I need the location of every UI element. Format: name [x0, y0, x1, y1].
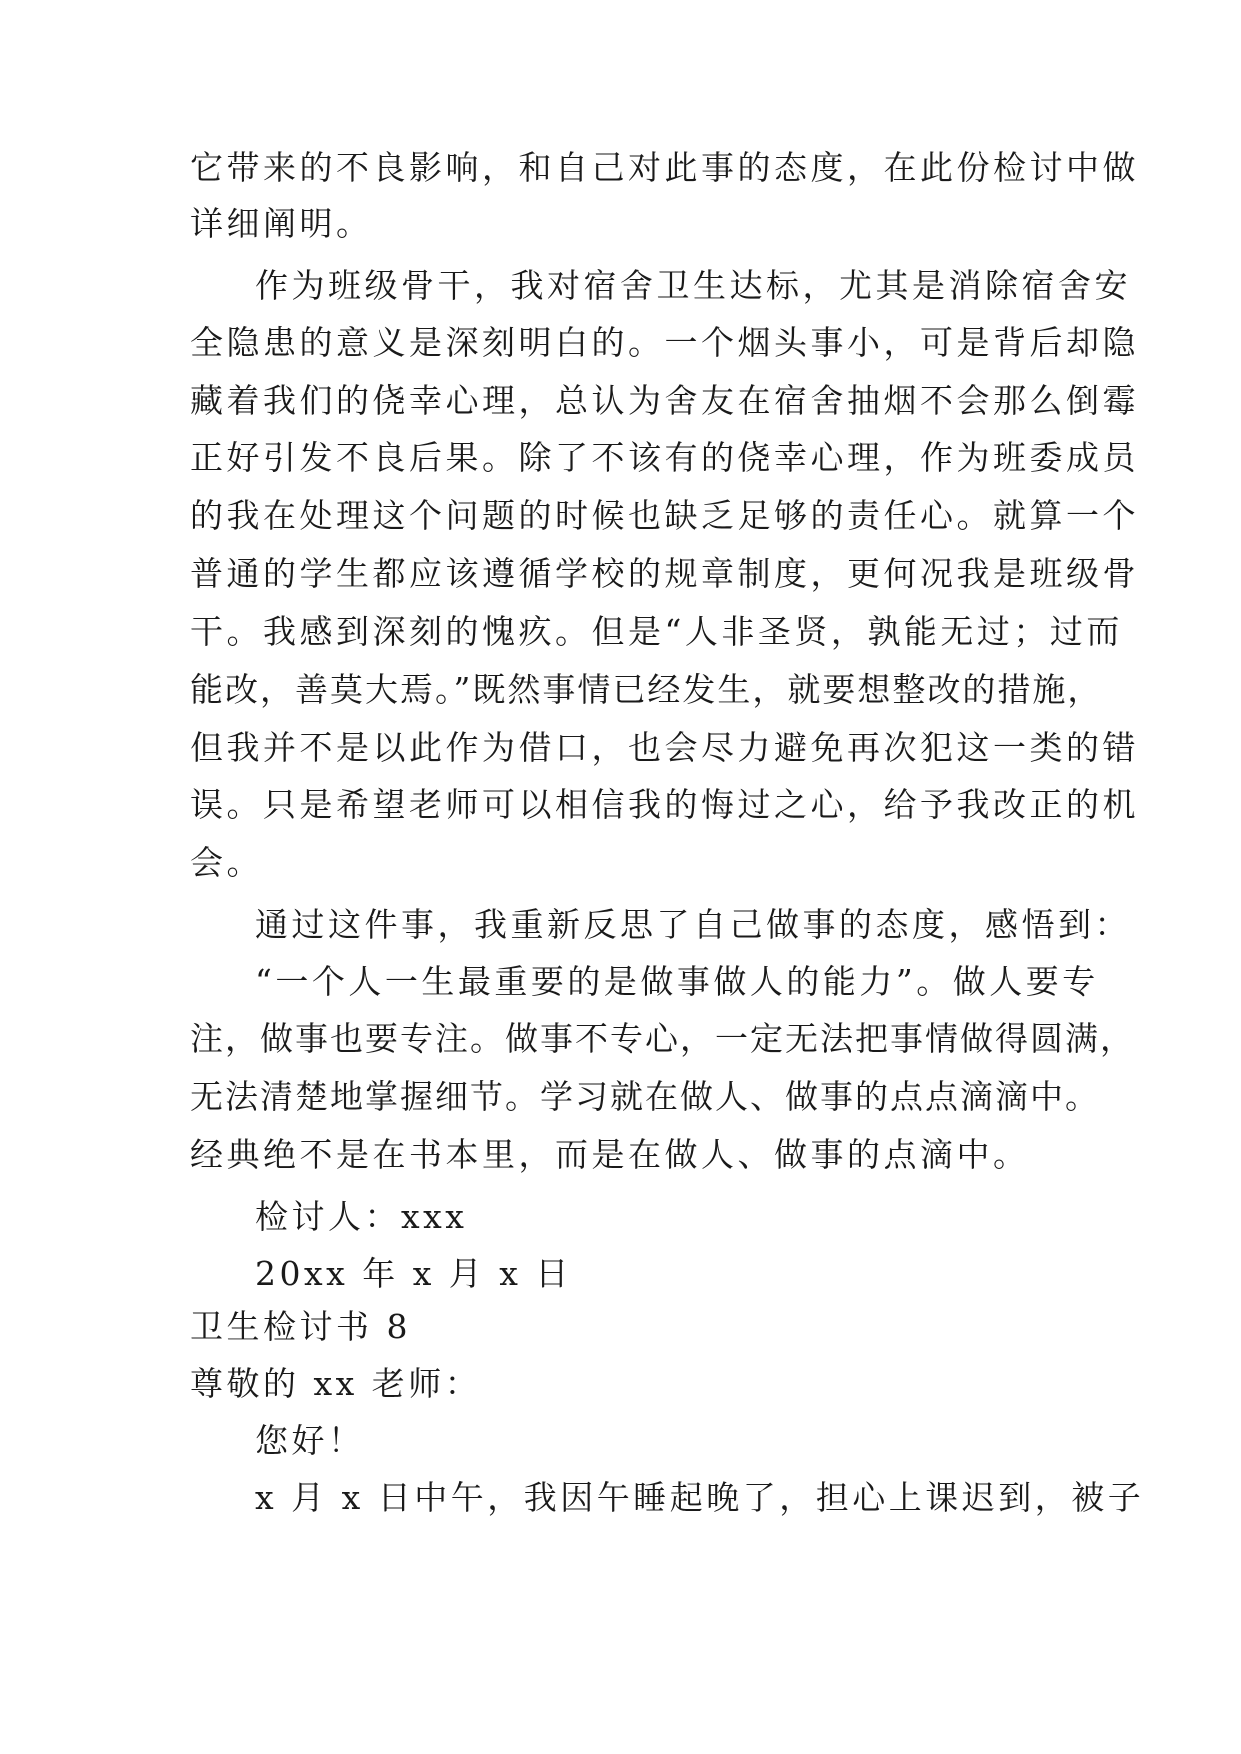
text-line: 能改，善莫大焉。”既然事情已经发生，就要想整改的措施， — [190, 670, 1103, 709]
text-line: 误。只是希望老师可以相信我的悔过之心，给予我改正的机 — [190, 785, 1139, 824]
paragraph-start-line: 作为班级骨干，我对宿舍卫生达标，尤其是消除宿舍安 — [255, 266, 1131, 305]
text-line: 注，做事也要专注。做事不专心，一定无法把事情做得圆满， — [190, 1019, 1135, 1058]
quote-line: “一个人一生最重要的是做事做人的能力”。做人要专 — [255, 962, 1099, 1001]
text-line: 正好引发不良后果。除了不该有的侥幸心理，作为班委成员 — [190, 438, 1139, 477]
text-line: 但我并不是以此作为借口，也会尽力避免再次犯这一类的错 — [190, 728, 1139, 767]
text-line: 详细阐明。 — [190, 204, 373, 243]
text-line: 无法清楚地掌握细节。学习就在做人、做事的点点滴滴中。 — [190, 1077, 1100, 1116]
paragraph-start-line: 通过这件事，我重新反思了自己做事的态度，感悟到： — [255, 905, 1131, 944]
text-line: 普通的学生都应该遵循学校的规章制度，更何况我是班级骨 — [190, 554, 1139, 593]
salutation: 尊敬的 xx 老师： — [190, 1364, 482, 1403]
signature-line: 检讨人：xxx — [255, 1197, 468, 1236]
section-title: 卫生检讨书 8 — [190, 1307, 411, 1346]
greeting: 您好！ — [255, 1421, 365, 1460]
text-line: 它带来的不良影响，和自己对此事的态度，在此份检讨中做 — [190, 148, 1139, 187]
text-line: 的我在处理这个问题的时候也缺乏足够的责任心。就算一个 — [190, 496, 1139, 535]
text-line: 藏着我们的侥幸心理，总认为舍友在宿舍抽烟不会那么倒霉 — [190, 381, 1139, 420]
text-line: 全隐患的意义是深刻明白的。一个烟头事小，可是背后却隐 — [190, 323, 1139, 362]
text-line: 干。我感到深刻的愧疚。但是“人非圣贤，孰能无过；过而 — [190, 612, 1123, 651]
text-line: x 月 x 日中午，我因午睡起晚了，担心上课迟到，被子 — [255, 1478, 1145, 1517]
text-line: 经典绝不是在书本里，而是在做人、做事的点滴中。 — [190, 1135, 1030, 1174]
text-line: 会。 — [190, 843, 263, 882]
date-line: 20xx 年 x 月 x 日 — [255, 1254, 572, 1293]
